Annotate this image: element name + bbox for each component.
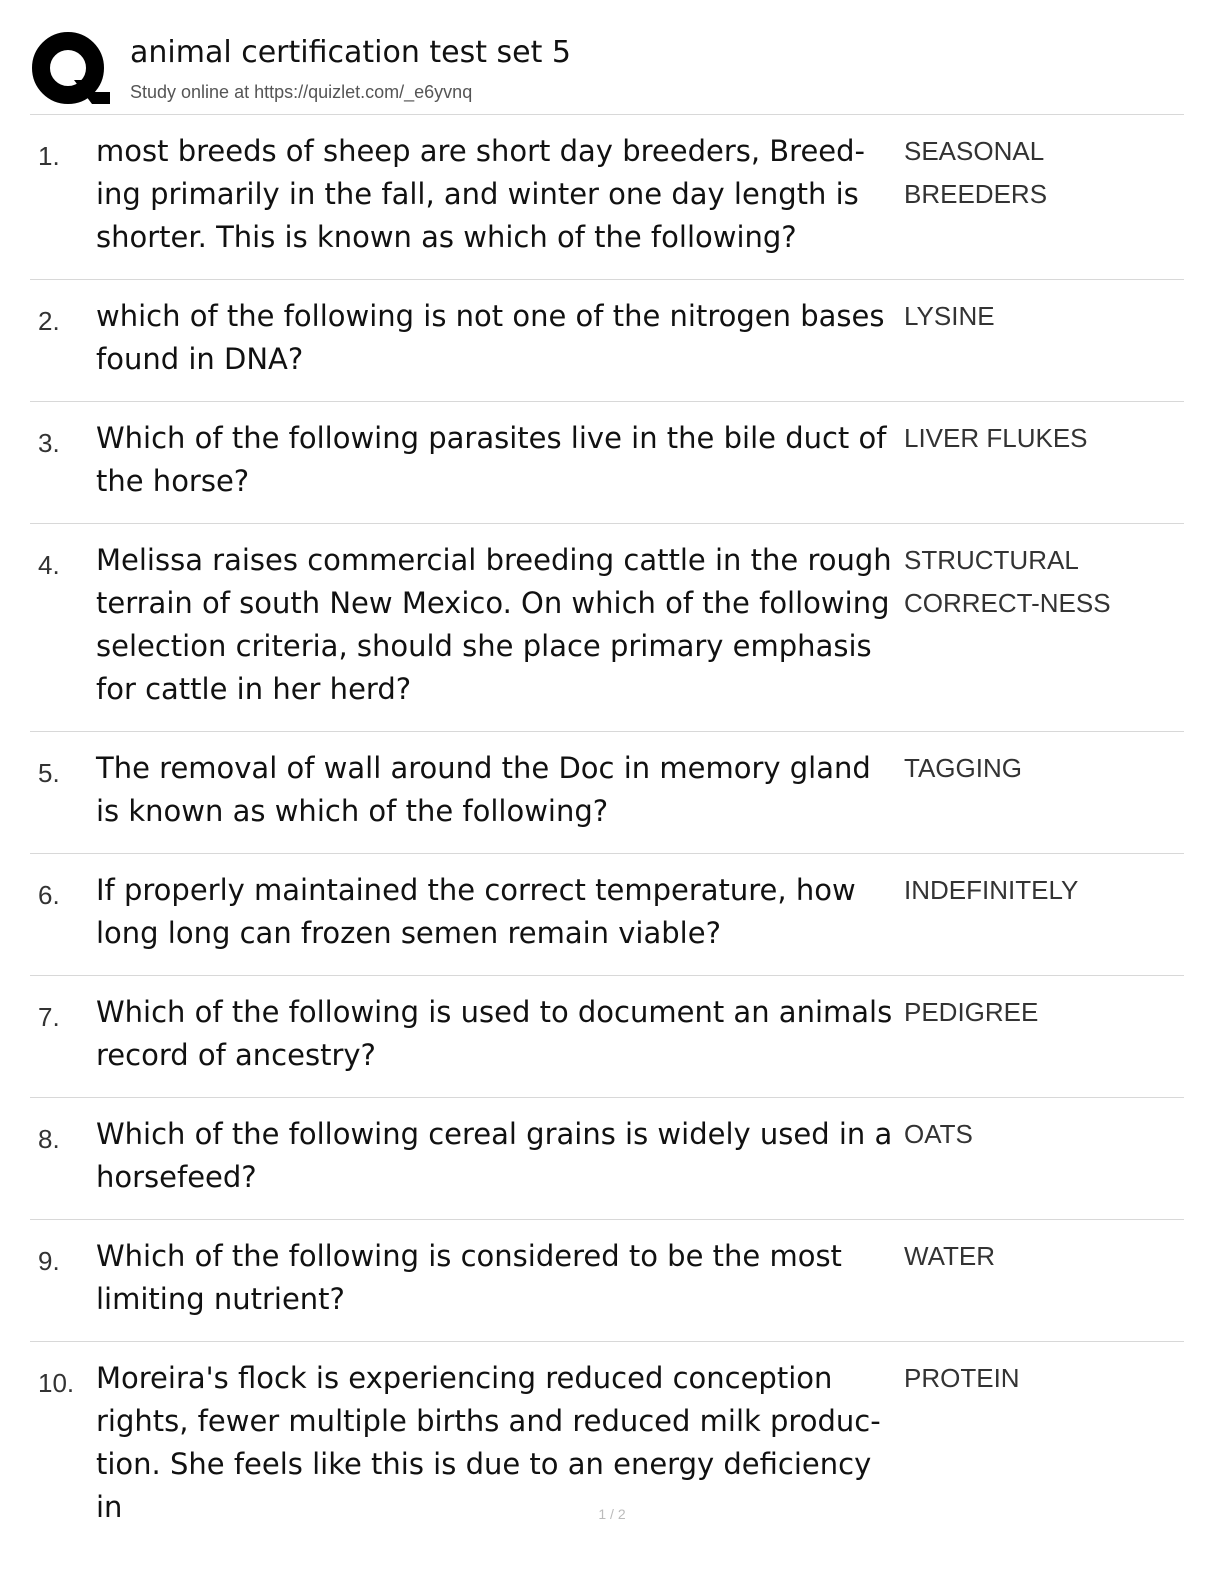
flashcard-row [30, 280, 1184, 402]
flashcard-row [30, 976, 1184, 1098]
card-term: which of the following is not one of the nitrogen bases found in DNA? [96, 299, 885, 376]
card-number: 4. [38, 550, 60, 580]
flashcard-row [30, 1220, 1184, 1342]
flashcard-row [30, 1098, 1184, 1220]
card-number: 5. [38, 758, 60, 788]
card-definition: STRUCTURAL CORRECT-NESS [904, 545, 1111, 618]
card-number: 3. [38, 428, 60, 458]
page-title: animal certification test set 5 [130, 35, 571, 70]
study-link[interactable]: Study online at https://quizlet.com/_e6yvnq [130, 82, 473, 102]
card-definition: SEASONAL BREEDERS [904, 136, 1048, 209]
card-definition: OATS [904, 1119, 973, 1149]
card-number: 6. [38, 880, 60, 910]
card-term: most breeds of sheep are short day breeders, Breed-ing primarily in the fall, and winter one day length is shorter. This is known as which of the following? [96, 134, 866, 254]
card-definition: WATER [904, 1241, 995, 1271]
page-header [30, 30, 1184, 115]
card-definition: PROTEIN [904, 1363, 1020, 1393]
card-number: 9. [38, 1246, 60, 1276]
card-term: Which of the following cereal grains is widely used in a horsefeed? [96, 1117, 893, 1194]
card-number: 10. [38, 1368, 75, 1398]
flashcard-row [30, 115, 1184, 280]
card-number: 1. [38, 141, 60, 171]
card-term: The removal of wall around the Doc in memory gland is known as which of the following? [96, 751, 871, 828]
card-term: Moreira's flock is experiencing reduced conception rights, fewer multiple births and reduced milk produc-tion. She feels like this is due to an energy deficiency in [96, 1361, 881, 1524]
card-definition: LIVER FLUKES [904, 423, 1088, 453]
card-number: 8. [38, 1124, 60, 1154]
flashcard-row [30, 732, 1184, 854]
card-definition: INDEFINITELY [904, 875, 1079, 905]
card-term: Which of the following is considered to be the most limiting nutrient? [96, 1239, 842, 1316]
quizlet-logo-icon [30, 30, 110, 110]
page-number: 1 / 2 [598, 1506, 626, 1522]
flashcard-row [30, 854, 1184, 976]
flashcard-row [30, 524, 1184, 732]
card-number: 7. [38, 1002, 60, 1032]
card-term: If properly maintained the correct temperature, how long long can frozen semen remain viable? [96, 873, 856, 950]
card-term: Melissa raises commercial breeding cattle in the rough terrain of south New Mexico. On which of the following selection criteria, should she place primary emphasis for cattle in her herd? [96, 543, 892, 706]
card-number: 2. [38, 306, 60, 336]
card-definition: TAGGING [904, 753, 1022, 783]
flashcard-row [30, 402, 1184, 524]
flashcard-list [30, 115, 1184, 1549]
card-definition: LYSINE [904, 301, 995, 331]
card-definition: PEDIGREE [904, 997, 1039, 1027]
card-term: Which of the following parasites live in the bile duct of the horse? [96, 421, 887, 498]
card-term: Which of the following is used to document an animals record of ancestry? [96, 995, 893, 1072]
